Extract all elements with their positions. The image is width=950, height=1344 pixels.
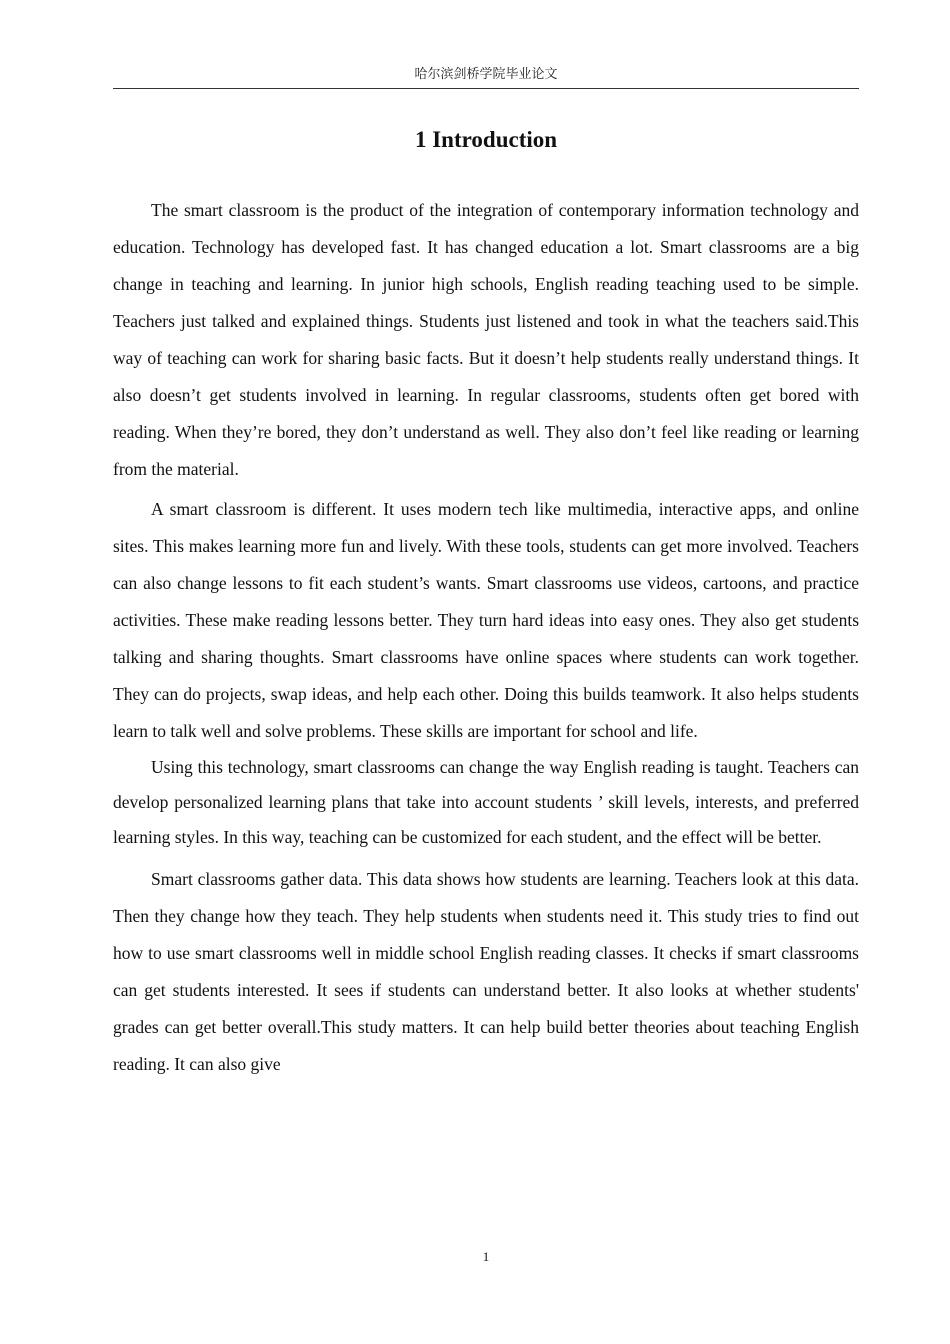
paragraph-2: A smart classroom is different. It uses modern tech like multimedia, interactive apps, and online sites. This makes learning more fun and lively. With these tools, students can get more involved. Teachers can also change lessons to fit each student’s wants. Smart classrooms use videos, cartoons, and practice activities. These make reading lessons better. They turn hard ideas into easy ones. They also get students talking and sharing thoughts. Smart classrooms have online spaces where students can work together. They can do projects, swap ideas, and help each other. Doing this builds teamwork. It also helps students learn to talk well and solve problems. These skills are important for school and life. <box>113 499 859 741</box>
body-text <box>113 192 859 1083</box>
page-number: 1 <box>482 1249 490 1264</box>
chapter-title: 1 Introduction <box>414 127 558 152</box>
running-header: 哈尔滨剑桥学院毕业论文 <box>414 67 558 82</box>
paragraph-4: Smart classrooms gather data. This data shows how students are learning. Teachers look at this data. Then they change how they teach. They help students when students need it. This study tries to find out how to use smart classrooms well in middle school English reading classes. It checks if smart classrooms can get students interested. It sees if students can understand better. It also looks at whether students' grades can get better overall.This study matters. It can help build better theories about teaching English reading. It can also give <box>113 869 859 1074</box>
paragraph-3: Using this technology, smart classrooms can change the way English reading is taught. Teachers can develop personalized learning plans that take into account students ’ skill levels, interests, and preferred learning styles. In this way, teaching can be customized for each student, and the effect will be better. <box>113 757 859 847</box>
paragraph-1: The smart classroom is the product of the integration of contemporary information technology and education. Technology has developed fast. It has changed education a lot. Smart classrooms are a big change in teaching and learning. In junior high schools, English reading teaching used to be simple. Teachers just talked and explained things. Students just listened and took in what the teachers said.This way of teaching can work for sharing basic facts. But it doesn’t help students really understand things. It also doesn’t get students involved in learning. In regular classrooms, students often get bored with reading. When they’re bored, they don’t understand as well. They also don’t feel like reading or learning from the material. <box>113 200 859 479</box>
header-divider <box>113 88 859 89</box>
